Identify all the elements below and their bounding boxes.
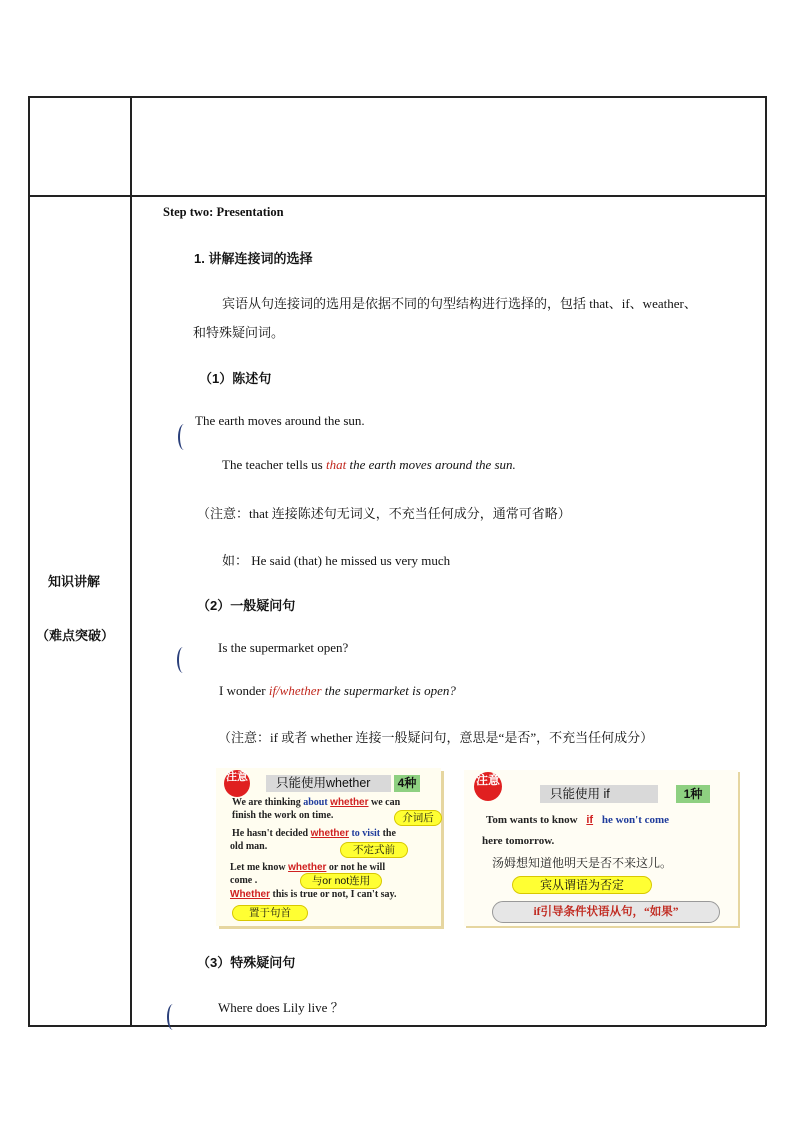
note-left-tag: 4种 <box>394 775 420 792</box>
general-question-example1: Is the supermarket open? <box>218 640 349 655</box>
table-bottom-border <box>28 1025 766 1027</box>
statement-example2: The teacher tells us that the earth moves around the sun. <box>222 457 516 472</box>
statement-example1: The earth moves around the sun. <box>195 413 365 428</box>
column-divider <box>130 96 132 1026</box>
conjunction-if-whether: if/whether <box>268 683 322 698</box>
statement-example: 如： He said (that) he missed us very much <box>222 553 451 568</box>
section1-intro-line1: 宾语从句连接词的选用是依据不同的句型结构进行选择的，包括 that、if、weather、 <box>222 296 697 311</box>
left-label-line1: 知识讲解 <box>48 574 101 589</box>
bracket-icon <box>167 1004 179 1030</box>
pill-negative-predicate: 宾从谓语为否定 <box>512 876 652 894</box>
statement-note: （注意：that 连接陈述句无词义，不充当任何成分，通常可省略） <box>197 506 571 521</box>
left-label-line2: （难点突破） <box>36 628 115 643</box>
note-if-panel: 注意 只能使用 if 1种 Tom wants to know if he won't come here tomorrow. 汤姆想知道他明天是否不来这儿。 宾从谓语为否定 if引导条件状语从句，“如果” <box>464 770 738 926</box>
general-question-example2: I wonder if/whether the supermarket is open? <box>219 683 456 698</box>
bracket-icon <box>178 424 190 450</box>
special-question-example1: Where does Lily live ？ <box>218 1000 344 1015</box>
table-top-border <box>28 96 766 98</box>
table-right-border <box>765 96 767 1026</box>
note-badge-icon: 注意 <box>474 772 502 801</box>
bracket-icon <box>177 647 189 673</box>
general-question-note: （注意：if 或者 whether 连接一般疑问句，意思是“是否”，不充当任何成分） <box>218 730 654 745</box>
note-right-title: 只能使用 if <box>540 785 658 803</box>
note-right-tag: 1种 <box>676 785 710 803</box>
row-divider <box>28 195 766 197</box>
statement-heading: （1）陈述句 <box>199 371 272 386</box>
section1-heading: 1. 讲解连接词的选择 <box>194 251 313 266</box>
note-whether-panel: 注意 只能使用whether 4种 We are thinking about whether we can finish the work on time. 介词后 He hasn't decided whether to visit the old man. 不定式前 Let me know whether or not he will come . 与or not连用 Whether this is true or not, I can't say. 置于句首 <box>216 768 441 926</box>
table-left-border <box>28 96 30 1026</box>
note-left-title: 只能使用whether <box>266 775 391 792</box>
pill-sentence-start: 置于句首 <box>232 905 308 921</box>
pill-with-or-not: 与or not连用 <box>300 873 382 889</box>
section1-intro-line2: 和特殊疑问词。 <box>193 325 285 340</box>
pill-after-preposition: 介词后 <box>394 810 442 826</box>
step-title: Step two: Presentation <box>163 205 284 219</box>
pill-if-condition: if引导条件状语从句，“如果” <box>492 901 720 923</box>
note-badge-icon: 注意 <box>224 770 250 797</box>
general-question-heading: （2）一般疑问句 <box>197 598 296 613</box>
pill-before-infinitive: 不定式前 <box>340 842 408 858</box>
special-question-heading: （3）特殊疑问句 <box>197 955 296 970</box>
conjunction-that: that <box>325 457 347 472</box>
